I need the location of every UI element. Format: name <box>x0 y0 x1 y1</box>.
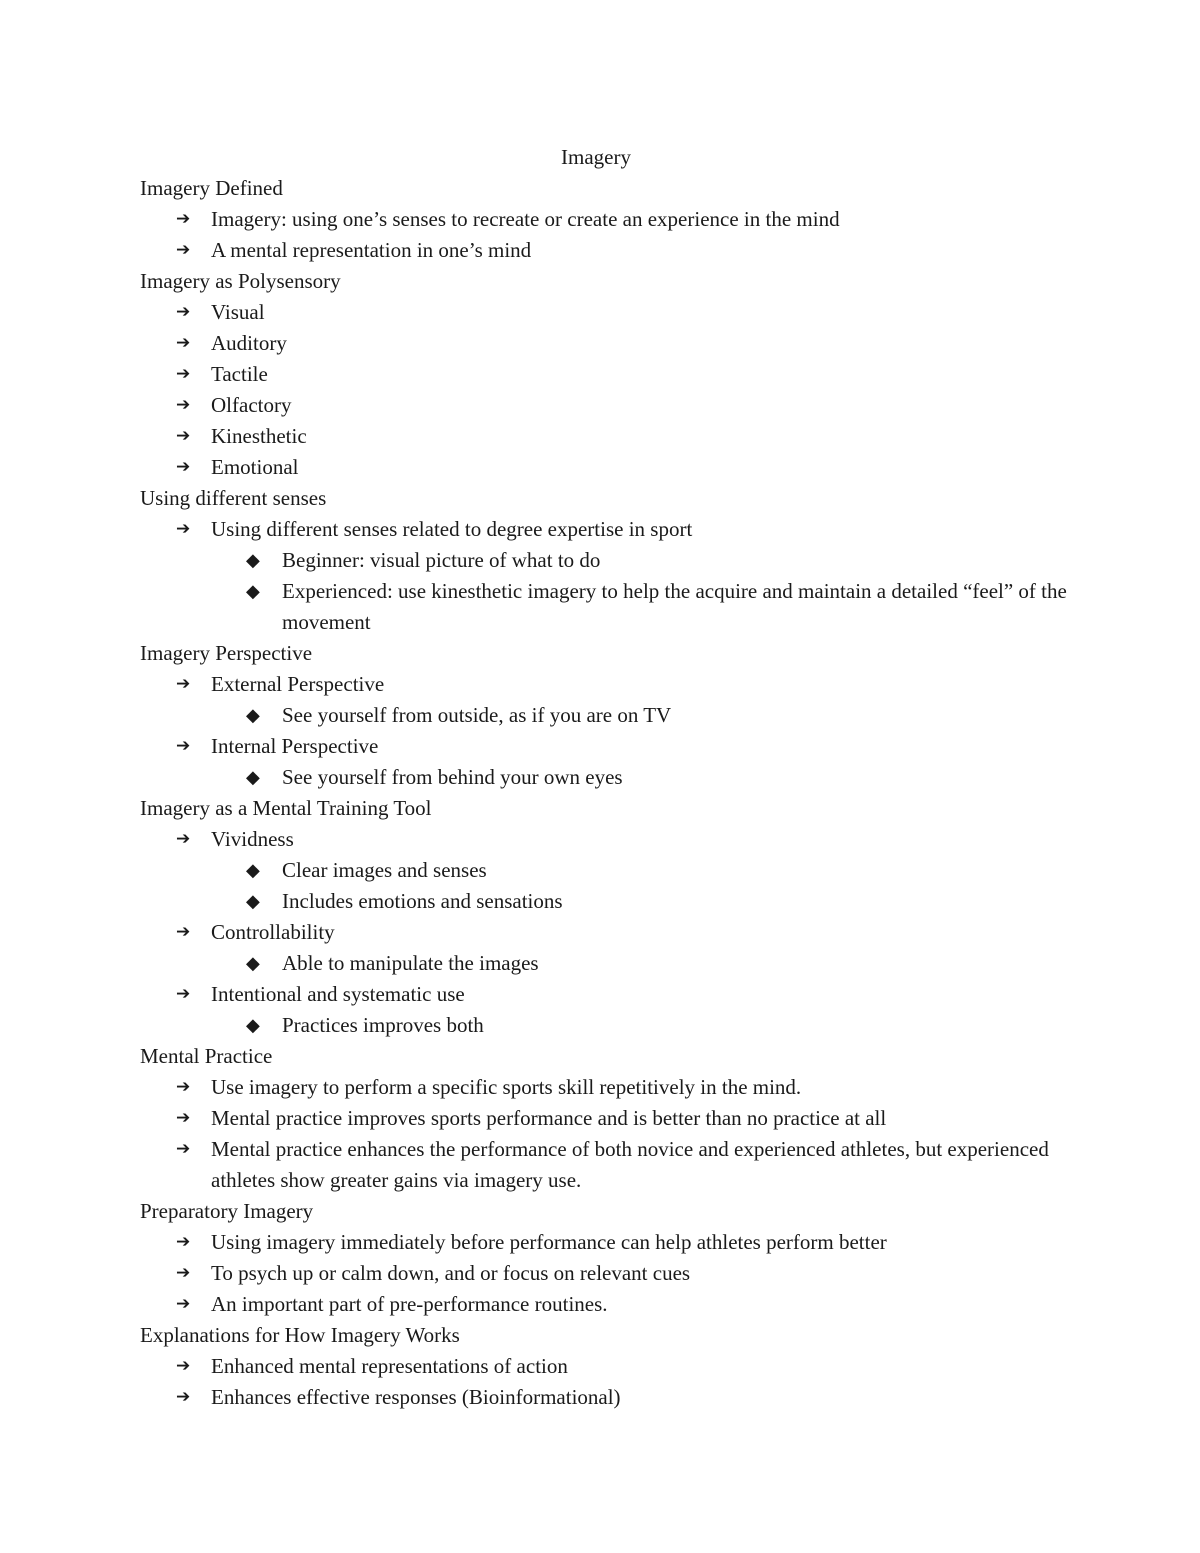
outline-section <box>140 1196 1080 1320</box>
section-heading: Using different senses <box>140 486 327 510</box>
bullet-text: Vividness <box>211 827 294 851</box>
arrow-bullet-icon: ➔ <box>176 922 191 942</box>
bullet-text: An important part of pre-performance routines. <box>211 1292 608 1316</box>
bullet-item <box>140 824 1080 855</box>
bullet-text: Enhances effective responses (Bioinformational) <box>211 1385 621 1409</box>
outline-section <box>140 638 1080 793</box>
diamond-bullet-icon: ◆ <box>246 705 260 726</box>
bullet-item <box>140 669 1080 700</box>
bullet-text: Imagery: using one’s senses to recreate or create an experience in the mind <box>211 207 840 231</box>
diamond-bullet-icon: ◆ <box>246 860 260 881</box>
sub-bullet-item <box>140 855 1080 886</box>
arrow-bullet-icon: ➔ <box>176 1387 191 1407</box>
sub-bullet-text: Able to manipulate the images <box>282 951 539 975</box>
diamond-bullet-icon: ◆ <box>246 581 260 602</box>
bullet-text: Emotional <box>211 455 299 479</box>
bullet-item <box>140 1134 1080 1196</box>
arrow-bullet-icon: ➔ <box>176 829 191 849</box>
arrow-bullet-icon: ➔ <box>176 1139 191 1159</box>
bullet-item <box>140 1289 1080 1320</box>
outline-section <box>140 266 1080 483</box>
section-heading: Mental Practice <box>140 1044 273 1068</box>
arrow-bullet-icon: ➔ <box>176 302 191 322</box>
arrow-bullet-icon: ➔ <box>176 1108 191 1128</box>
arrow-bullet-icon: ➔ <box>176 395 191 415</box>
bullet-text: Tactile <box>211 362 268 386</box>
arrow-bullet-icon: ➔ <box>176 240 191 260</box>
section-heading: Imagery Defined <box>140 176 283 200</box>
sub-bullet-item <box>140 700 1080 731</box>
sub-bullet-item <box>140 948 1080 979</box>
bullet-text: Using different senses related to degree expertise in sport <box>211 517 693 541</box>
sub-bullet-text: Includes emotions and sensations <box>282 889 563 913</box>
bullet-item <box>140 359 1080 390</box>
arrow-bullet-icon: ➔ <box>176 333 191 353</box>
bullet-item <box>140 1103 1080 1134</box>
bullet-text: Kinesthetic <box>211 424 307 448</box>
bullet-item <box>140 1351 1080 1382</box>
bullet-text: Enhanced mental representations of action <box>211 1354 568 1378</box>
arrow-bullet-icon: ➔ <box>176 426 191 446</box>
diamond-bullet-icon: ◆ <box>246 1015 260 1036</box>
bullet-text: Auditory <box>211 331 287 355</box>
arrow-bullet-icon: ➔ <box>176 209 191 229</box>
diamond-bullet-icon: ◆ <box>246 550 260 571</box>
bullet-text: Using imagery immediately before performance can help athletes perform better <box>211 1230 887 1254</box>
document-title: Imagery <box>561 145 631 169</box>
arrow-bullet-icon: ➔ <box>176 1356 191 1376</box>
bullet-item <box>140 514 1080 545</box>
bullet-item <box>140 1258 1080 1289</box>
sub-bullet-text: See yourself from behind your own eyes <box>282 765 623 789</box>
bullet-item <box>140 390 1080 421</box>
outline-section <box>140 483 1080 638</box>
outline-section <box>140 1320 1080 1413</box>
sub-bullet-item <box>140 576 1080 638</box>
bullet-text: External Perspective <box>211 672 385 696</box>
arrow-bullet-icon: ➔ <box>176 1077 191 1097</box>
bullet-item <box>140 1382 1080 1413</box>
section-heading: Imagery Perspective <box>140 641 313 665</box>
section-heading: Imagery as a Mental Training Tool <box>140 796 432 820</box>
bullet-item <box>140 328 1080 359</box>
bullet-item <box>140 731 1080 762</box>
diamond-bullet-icon: ◆ <box>246 953 260 974</box>
section-heading: Explanations for How Imagery Works <box>140 1323 460 1347</box>
arrow-bullet-icon: ➔ <box>176 1232 191 1252</box>
bullet-text: Use imagery to perform a specific sports skill repetitively in the mind. <box>211 1075 802 1099</box>
arrow-bullet-icon: ➔ <box>176 984 191 1004</box>
bullet-item <box>140 452 1080 483</box>
sub-bullet-text: Practices improves both <box>282 1013 484 1037</box>
outline-section <box>140 1041 1080 1196</box>
bullet-item <box>140 1072 1080 1103</box>
bullet-text: Mental practice enhances the performance of both novice and experienced athletes, but experienced athletes show greater gains via imagery use. <box>211 1137 1049 1192</box>
bullet-item <box>140 979 1080 1010</box>
outline-section <box>140 793 1080 1041</box>
bullet-text: To psych up or calm down, and or focus on relevant cues <box>211 1261 691 1285</box>
bullet-item <box>140 1227 1080 1258</box>
bullet-text: Visual <box>211 300 265 324</box>
bullet-item <box>140 204 1080 235</box>
bullet-item <box>140 297 1080 328</box>
document-body <box>140 173 1080 1413</box>
bullet-text: Controllability <box>211 920 335 944</box>
arrow-bullet-icon: ➔ <box>176 674 191 694</box>
sub-bullet-item <box>140 1010 1080 1041</box>
sub-bullet-text: See yourself from outside, as if you are on TV <box>282 703 672 727</box>
bullet-item <box>140 235 1080 266</box>
arrow-bullet-icon: ➔ <box>176 1263 191 1283</box>
sub-bullet-item <box>140 886 1080 917</box>
arrow-bullet-icon: ➔ <box>176 364 191 384</box>
section-heading: Imagery as Polysensory <box>140 269 341 293</box>
arrow-bullet-icon: ➔ <box>176 736 191 756</box>
sub-bullet-text: Beginner: visual picture of what to do <box>282 548 601 572</box>
diamond-bullet-icon: ◆ <box>246 767 260 788</box>
bullet-text: Olfactory <box>211 393 292 417</box>
bullet-item <box>140 917 1080 948</box>
arrow-bullet-icon: ➔ <box>176 519 191 539</box>
sub-bullet-text: Experienced: use kinesthetic imagery to help the acquire and maintain a detailed “feel” of the movement <box>282 579 1067 634</box>
sub-bullet-text: Clear images and senses <box>282 858 487 882</box>
bullet-text: Mental practice improves sports performance and is better than no practice at all <box>211 1106 887 1130</box>
outline-section <box>140 173 1080 266</box>
diamond-bullet-icon: ◆ <box>246 891 260 912</box>
arrow-bullet-icon: ➔ <box>176 1294 191 1314</box>
sub-bullet-item <box>140 545 1080 576</box>
arrow-bullet-icon: ➔ <box>176 457 191 477</box>
bullet-text: A mental representation in one’s mind <box>211 238 532 262</box>
sub-bullet-item <box>140 762 1080 793</box>
bullet-item <box>140 421 1080 452</box>
bullet-text: Intentional and systematic use <box>211 982 465 1006</box>
section-heading: Preparatory Imagery <box>140 1199 314 1223</box>
bullet-text: Internal Perspective <box>211 734 379 758</box>
